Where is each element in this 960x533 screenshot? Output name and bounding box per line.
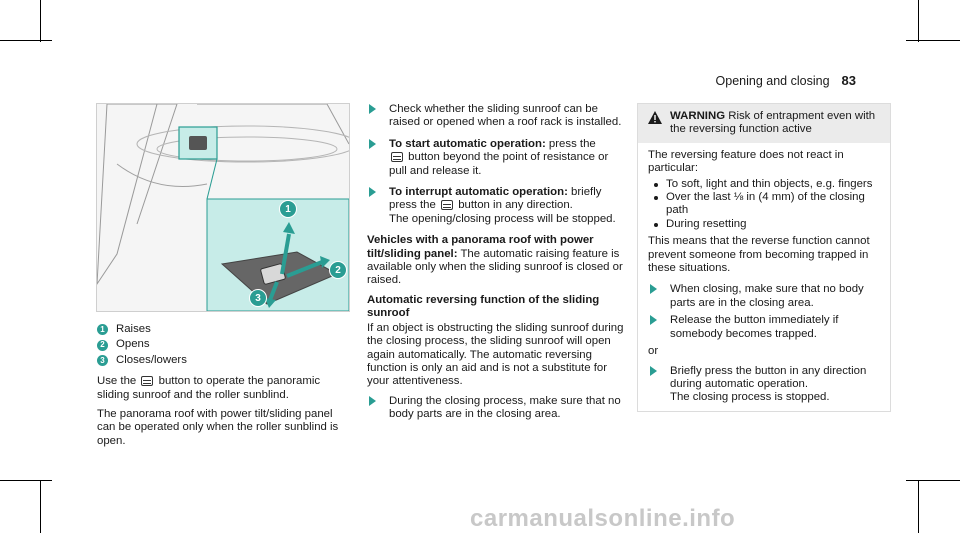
legend-number: 3 <box>97 355 108 366</box>
warning-step <box>648 283 880 310</box>
step-start-auto <box>367 138 624 178</box>
step-text: press the <box>545 137 596 150</box>
column-1 <box>97 323 352 454</box>
legend-item <box>97 323 352 336</box>
step-check <box>367 103 624 130</box>
crop-mark <box>918 480 919 533</box>
roof-switch-icon <box>141 376 153 386</box>
arrow-icon <box>650 366 657 376</box>
warning-header <box>638 104 890 143</box>
legend-number: 2 <box>97 340 108 351</box>
arrow-icon <box>369 396 376 406</box>
warning-triangle-icon <box>648 111 662 124</box>
text-span: button to operate the panoramic sliding sunroof and the roller sunblind. <box>97 375 321 401</box>
crop-mark <box>40 480 41 533</box>
or-text: or <box>648 345 659 358</box>
marker-2: 2 <box>329 261 347 279</box>
overhead-console-illustration <box>97 104 349 311</box>
marker-3: 3 <box>249 289 267 307</box>
step-label: To start automatic operation: <box>389 137 546 150</box>
step-interrupt-auto <box>367 186 624 226</box>
warning-title: WARNING <box>670 110 726 122</box>
crop-mark <box>906 480 960 481</box>
legend-item <box>97 354 352 367</box>
step-text: button in any direction. <box>458 199 573 212</box>
warning-subtitle: Risk of entrapment even with the reversing function active <box>670 110 876 136</box>
step-text: briefly press the <box>389 186 602 212</box>
warning-step <box>648 365 880 405</box>
step-text: When closing, make sure that no body parts are in the closing area. <box>670 283 864 309</box>
arrow-icon <box>369 104 376 114</box>
warning-bullet: To soft, light and thin objects, e.g. fingers <box>648 178 880 191</box>
section-title: Opening and closing <box>715 74 830 88</box>
step-text: The opening/closing process will be stopped. <box>389 212 616 225</box>
vehicles-paragraph <box>367 234 624 288</box>
warning-bullet: During resetting <box>648 218 880 231</box>
warning-title-block <box>670 110 882 137</box>
arrow-icon <box>650 284 657 294</box>
warning-body <box>638 143 890 415</box>
warning-paragraph: This means that the reverse function cannot prevent someone from becoming trapped in these situations. <box>648 235 870 275</box>
page-number: 83 <box>841 73 856 88</box>
legend-text: Raises <box>116 323 151 335</box>
legend-number: 1 <box>97 324 108 335</box>
step-label: To interrupt automatic operation: <box>389 186 568 199</box>
step-closing-check <box>367 395 624 422</box>
crop-mark <box>918 0 919 42</box>
paragraph-label: Vehicles with a panorama roof with power tilt/sliding panel: <box>367 234 594 260</box>
legend-text: Closes/lowers <box>116 353 187 366</box>
crop-mark <box>0 480 52 481</box>
step-text: Briefly press the button in any direction during automatic operation. <box>670 364 867 390</box>
paragraph-text: The automatic raising feature is available only when the sliding sunroof is closed or raised. <box>367 247 623 287</box>
warning-box <box>637 103 891 412</box>
text-span: Use the <box>97 375 137 388</box>
step-text: Check whether the sliding sunroof can be raised or opened when a roof rack is installed. <box>389 103 622 129</box>
crop-mark <box>906 40 960 41</box>
warning-intro: The reversing feature does not react in particular: <box>648 148 844 175</box>
warning-step <box>648 314 880 341</box>
roof-switch-icon <box>441 200 453 210</box>
roof-switch-icon <box>391 152 403 162</box>
legend-text: Opens <box>116 338 150 351</box>
sunroof-switch-figure <box>96 103 350 312</box>
step-text: During the closing process, make sure that no body parts are in the closing area. <box>389 394 621 421</box>
restriction-paragraph: The panorama roof with power tilt/sliding panel can be operated only when the roller sunblind is open. <box>97 408 339 447</box>
step-text: The closing process is stopped. <box>670 391 830 404</box>
arrow-icon <box>369 187 376 197</box>
page-header <box>716 73 856 88</box>
reversing-paragraph: If an object is obstructing the sliding sunroof during the closing process, the sliding sunroof will open again automatically. The automatic reversing function is only an aid and is not a substitute for your attentiveness. <box>367 321 624 388</box>
marker-1: 1 <box>279 200 297 218</box>
section-heading: Automatic reversing function of the sliding sunroof <box>367 293 600 320</box>
warning-bullet: Over the last ⅛ in (4 mm) of the closing path <box>648 191 880 218</box>
column-2 <box>367 103 624 430</box>
arrow-icon <box>369 139 376 149</box>
crop-mark <box>0 40 52 41</box>
crop-mark <box>40 0 41 42</box>
step-text: button beyond the point of resistance or pull and release it. <box>389 151 609 177</box>
watermark: carmanualsonline.info <box>470 505 736 532</box>
step-text: Release the button immediately if somebody becomes trapped. <box>670 314 839 340</box>
usage-paragraph <box>97 375 352 402</box>
arrow-icon <box>650 315 657 325</box>
legend-item <box>97 338 352 351</box>
